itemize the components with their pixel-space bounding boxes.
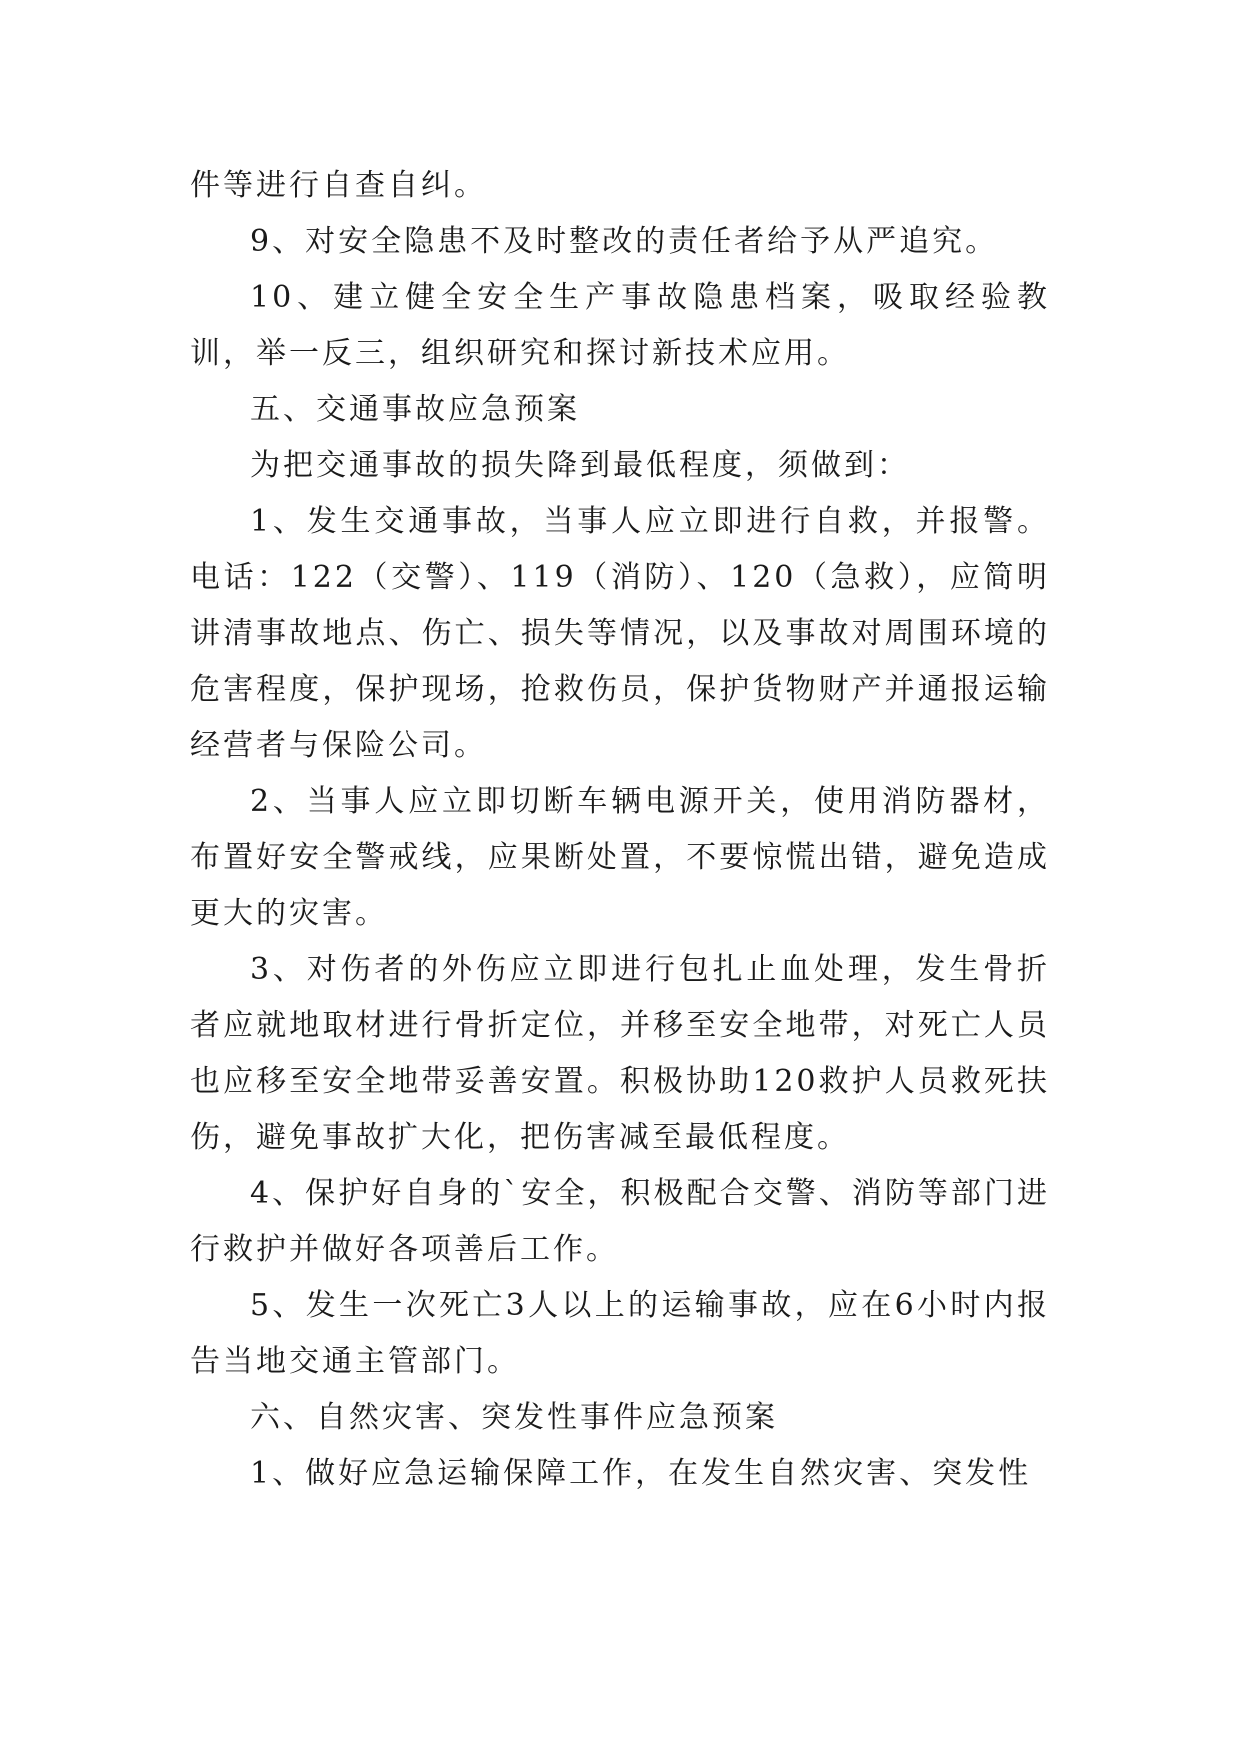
- paragraph-intro: 为把交通事故的损失降到最低程度，须做到：: [250, 448, 910, 483]
- paragraph-traffic-5: 5、发生一次死亡3人以上的运输事故，应在6小时内报告当地交通主管部门。: [190, 1288, 1050, 1379]
- paragraph-item-10: 10、建立健全安全生产事故隐患档案，吸取经验教训，举一反三，组织研究和探讨新技术应用。: [190, 280, 1050, 371]
- paragraph-traffic-3: 3、对伤者的外伤应立即进行包扎止血处理，发生骨折者应就地取材进行骨折定位，并移至安全地带，对死亡人员也应移至安全地带妥善安置。积极协助120救护人员救死扶伤，避免事故扩大化，把伤害减至最低程度。: [190, 952, 1050, 1155]
- section-heading-traffic-accident: 五、交通事故应急预案: [250, 392, 580, 427]
- paragraph-continuation: 件等进行自查自纠。: [190, 168, 487, 203]
- paragraph-item-9: 9、对安全隐患不及时整改的责任者给予从严追究。: [250, 224, 999, 259]
- paragraph-traffic-4: 4、保护好自身的`安全，积极配合交警、消防等部门进行救护并做好各项善后工作。: [190, 1176, 1050, 1267]
- paragraph-traffic-2: 2、当事人应立即切断车辆电源开关，使用消防器材，布置好安全警戒线，应果断处置，不要惊慌出错，避免造成更大的灾害。: [190, 784, 1050, 931]
- paragraph-traffic-1: 1、发生交通事故，当事人应立即进行自救，并报警。电话：122（交警）、119（消防）、120（急救），应简明讲清事故地点、伤亡、损失等情况，以及事故对周围环境的危害程度，保护现场，抢救伤员，保护货物财产并通报运输经营者与保险公司。: [190, 504, 1050, 763]
- paragraph-disaster-1: 1、做好应急运输保障工作，在发生自然灾害、突发性: [250, 1456, 1032, 1491]
- section-heading-natural-disaster: 六、自然灾害、突发性事件应急预案: [250, 1400, 778, 1435]
- document-body: [190, 158, 1050, 1502]
